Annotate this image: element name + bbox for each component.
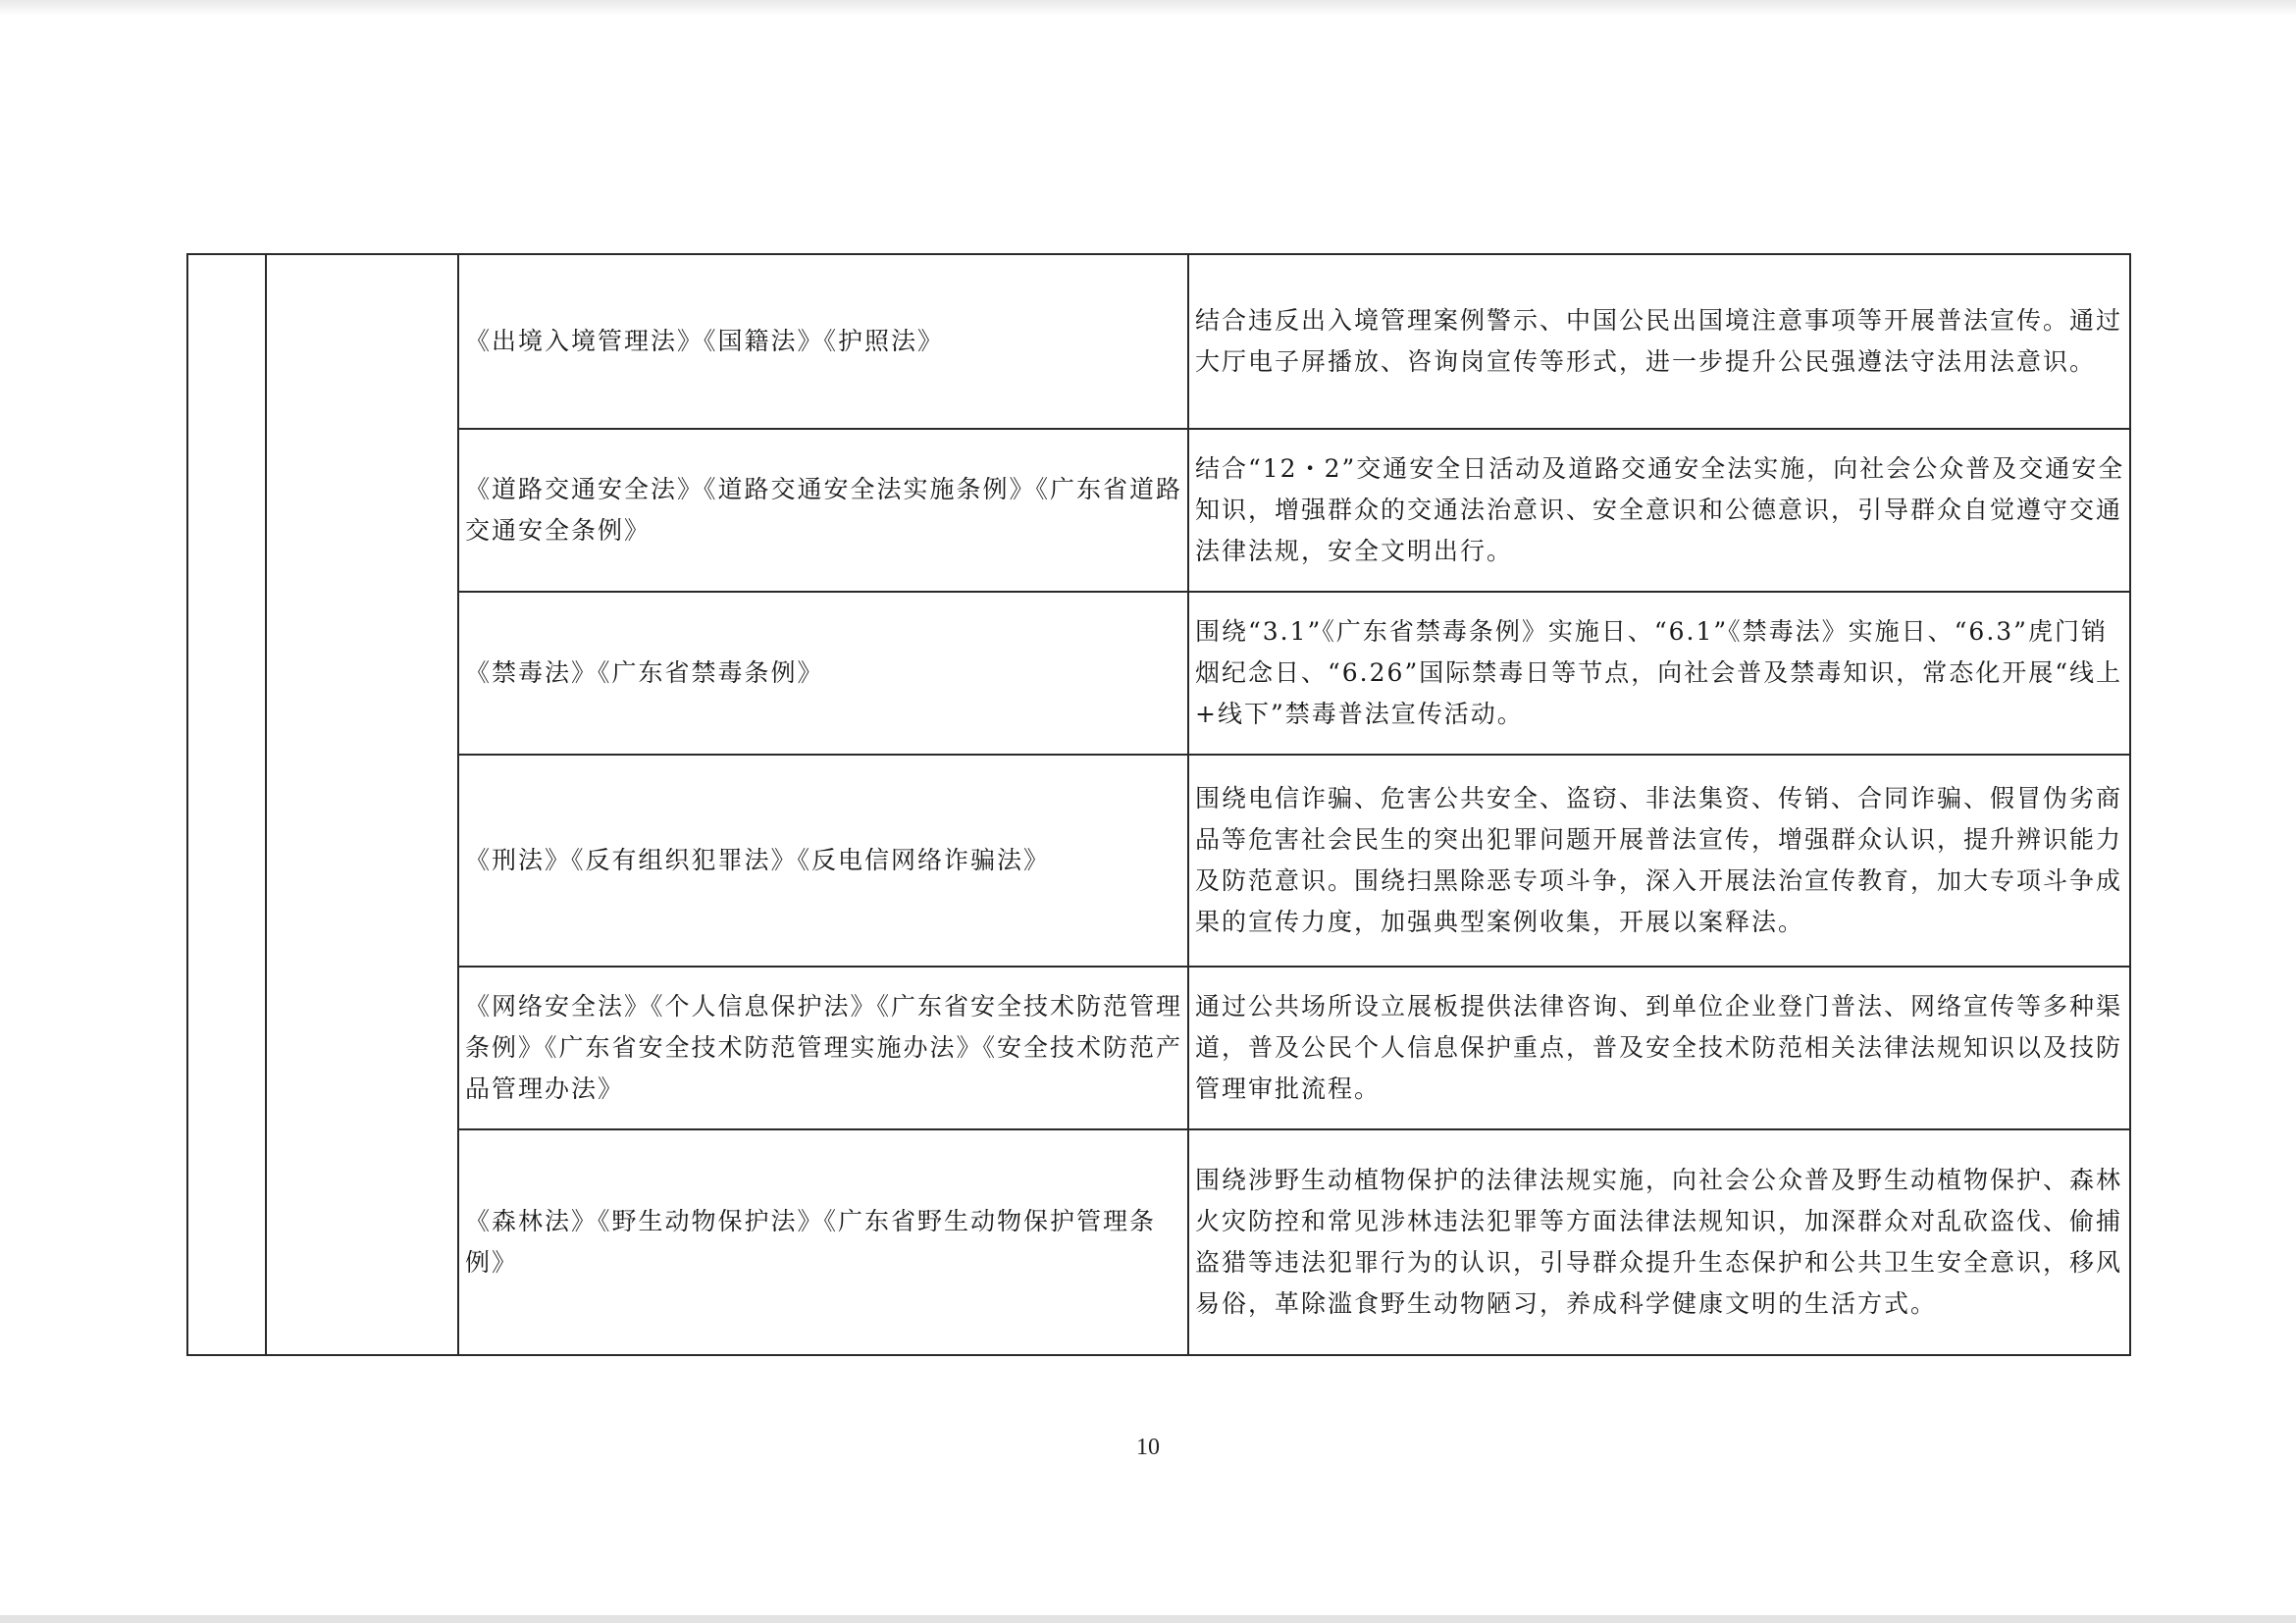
table-row <box>187 429 2130 592</box>
law-names-cell: 《网络安全法》《个人信息保护法》《广东省安全技术防范管理条例》《广东省安全技术防范管理实施办法》《安全技术防范产品管理办法》 <box>458 967 1188 1129</box>
category-column-cell <box>187 254 266 1355</box>
table-row <box>187 592 2130 755</box>
scan-bottom-edge <box>0 1615 2296 1623</box>
page-number: 10 <box>1136 1435 1160 1460</box>
table-row <box>187 1129 2130 1355</box>
law-names-cell: 《出境入境管理法》《国籍法》《护照法》 <box>458 254 1188 429</box>
description-cell: 通过公共场所设立展板提供法律咨询、到单位企业登门普法、网络宣传等多种渠道，普及公民个人信息保护重点，普及安全技术防范相关法律法规知识以及技防管理审批流程。 <box>1188 967 2130 1129</box>
law-names-cell: 《禁毒法》《广东省禁毒条例》 <box>458 592 1188 755</box>
table-row <box>187 967 2130 1129</box>
table-row <box>187 755 2130 967</box>
description-cell: 围绕“3.1”《广东省禁毒条例》实施日、“6.1”《禁毒法》实施日、“6.3”虎门销烟纪念日、“6.26”国际禁毒日等节点，向社会普及禁毒知识，常态化开展“线上+线下”禁毒普法宣传活动。 <box>1188 592 2130 755</box>
description-cell: 围绕涉野生动植物保护的法律法规实施，向社会公众普及野生动植物保护、森林火灾防控和常见涉林违法犯罪等方面法律法规知识，加深群众对乱砍盗伐、偷捕盗猎等违法犯罪行为的认识，引导群众提升生态保护和公共卫生安全意识，移风易俗，革除滥食野生动物陋习，养成科学健康文明的生活方式。 <box>1188 1129 2130 1355</box>
law-publicity-table <box>186 253 2131 1356</box>
description-cell: 结合违反出入境管理案例警示、中国公民出国境注意事项等开展普法宣传。通过大厅电子屏播放、咨询岗宣传等形式，进一步提升公民强遵法守法用法意识。 <box>1188 254 2130 429</box>
table-row <box>187 254 2130 429</box>
description-cell: 结合“12・2”交通安全日活动及道路交通安全法实施，向社会公众普及交通安全知识，增强群众的交通法治意识、安全意识和公德意识，引导群众自觉遵守交通法律法规，安全文明出行。 <box>1188 429 2130 592</box>
description-cell: 围绕电信诈骗、危害公共安全、盗窃、非法集资、传销、合同诈骗、假冒伪劣商品等危害社会民生的突出犯罪问题开展普法宣传，增强群众认识，提升辨识能力及防范意识。围绕扫黑除恶专项斗争，深入开展法治宣传教育，加大专项斗争成果的宣传力度，加强典型案例收集，开展以案释法。 <box>1188 755 2130 967</box>
scan-top-edge <box>0 0 2296 16</box>
subcategory-column-cell <box>266 254 458 1355</box>
law-names-cell: 《森林法》《野生动物保护法》《广东省野生动物保护管理条例》 <box>458 1129 1188 1355</box>
law-names-cell: 《刑法》《反有组织犯罪法》《反电信网络诈骗法》 <box>458 755 1188 967</box>
law-names-cell: 《道路交通安全法》《道路交通安全法实施条例》《广东省道路交通安全条例》 <box>458 429 1188 592</box>
